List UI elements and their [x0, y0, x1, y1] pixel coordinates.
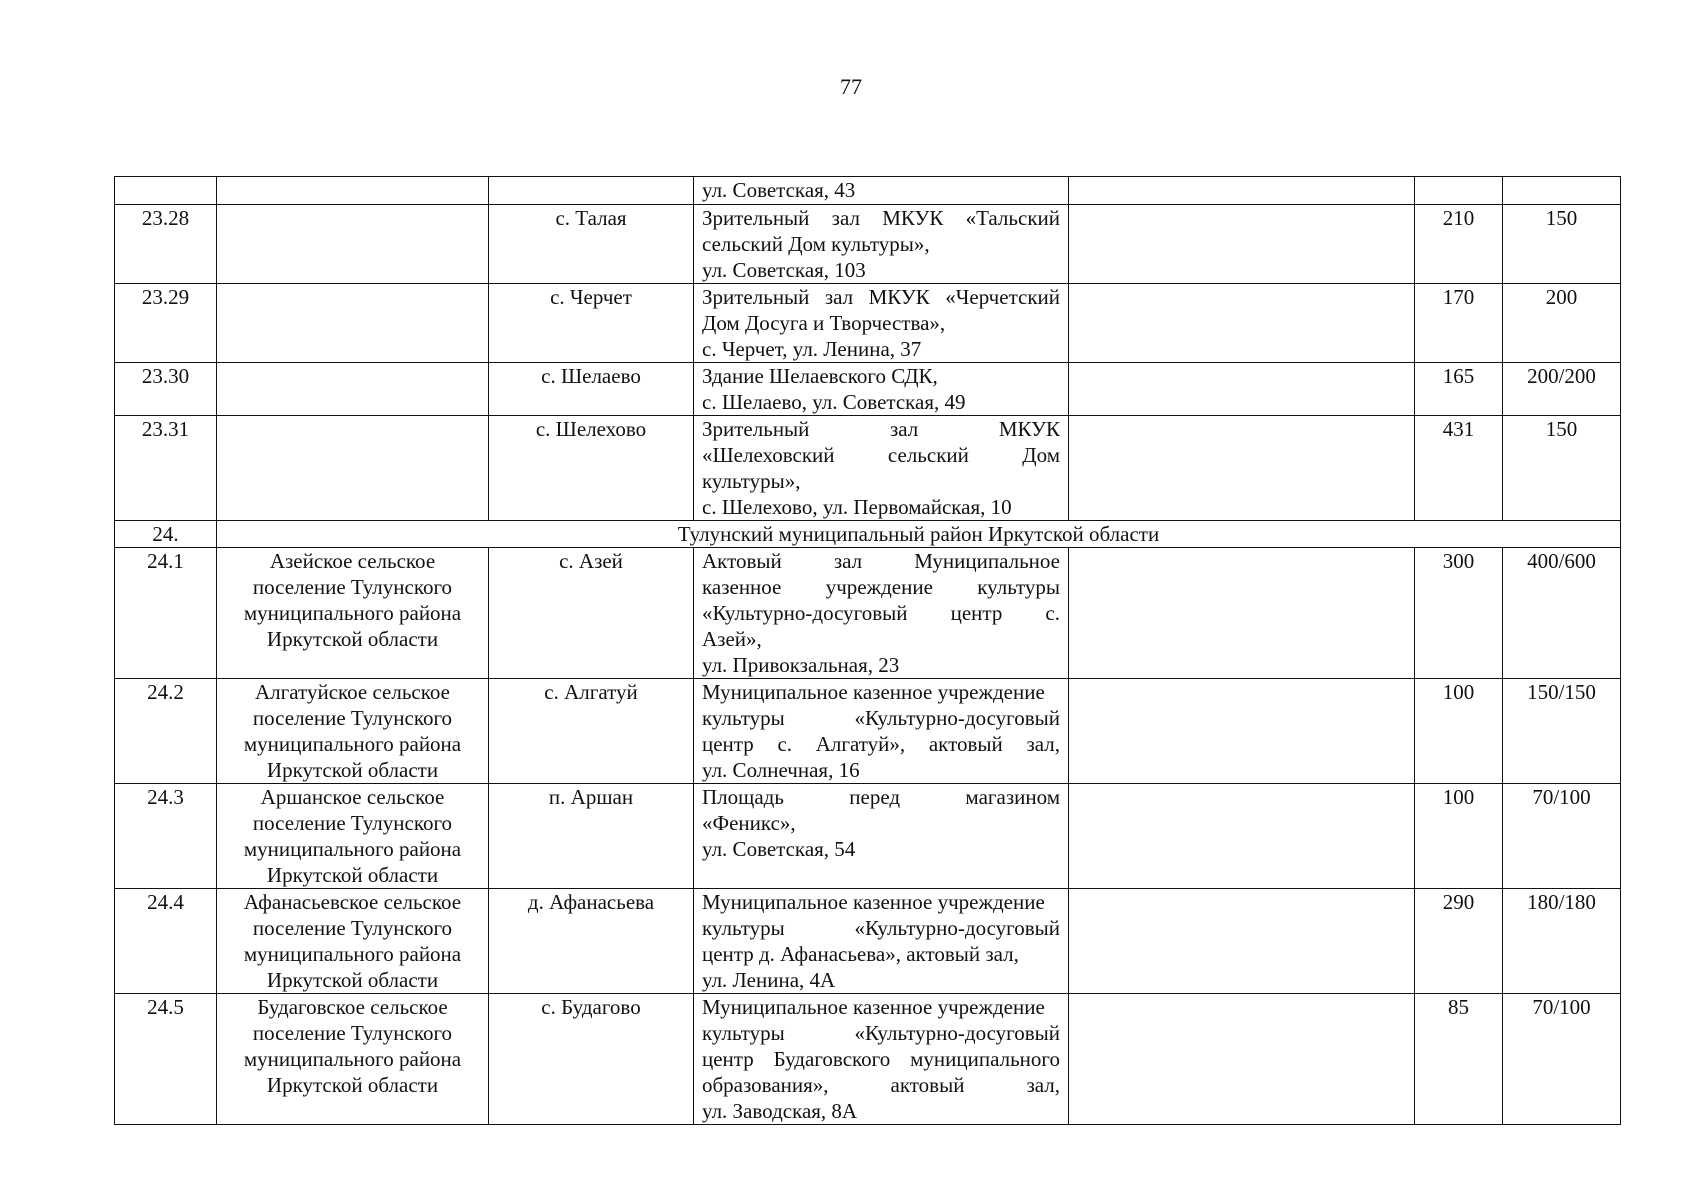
locality: с. Шелехово [489, 416, 694, 521]
venue-description-line: «Шелеховский сельский Дом [702, 443, 1060, 467]
venue-description-line: центр д. Афанасьева», актовый зал, [702, 942, 1019, 966]
venue-description-line: ул. Привокзальная, 23 [702, 653, 900, 677]
area: 200 [1503, 284, 1621, 363]
capacity: 210 [1415, 205, 1503, 284]
table-row [115, 284, 1621, 363]
table-row [115, 994, 1621, 1125]
capacity: 290 [1415, 889, 1503, 994]
municipality-line: Аршанское сельское [260, 785, 445, 809]
extra-cell [1069, 363, 1415, 416]
municipality-line: Алгатуйское сельское [255, 680, 450, 704]
row-number: 24.2 [115, 679, 217, 784]
venue-description-line: ул. Советская, 43 [702, 178, 856, 202]
venue-description-line: Актовый зал Муниципальное [702, 549, 1060, 573]
extra-cell [1069, 284, 1415, 363]
table-row [115, 679, 1621, 784]
municipality-line: муниципального района [243, 1047, 462, 1071]
venue-description-line: Муниципальное казенное учреждение [702, 890, 1045, 914]
venue-description-line: Зрительный зал МКУК «Тальский [702, 206, 1060, 230]
venue-description-line: образования», актовый зал, [702, 1073, 1060, 1097]
venue-description-line: ул. Ленина, 4А [702, 968, 836, 992]
area: 150/150 [1503, 679, 1621, 784]
municipality-line: Афанасьевское сельское [243, 890, 462, 914]
municipality-line: поселение Тулунского [252, 1021, 453, 1045]
venue-description [694, 205, 1069, 284]
venue-description-line: Муниципальное казенное учреждение [702, 680, 1045, 704]
locality: с. Талая [489, 205, 694, 284]
extra-cell [1069, 177, 1415, 205]
venue-description [694, 177, 1069, 205]
venue-description-line: с. Шелехово, ул. Первомайская, 10 [702, 495, 1012, 519]
municipality-line: муниципального района [243, 601, 462, 625]
area: 150 [1503, 416, 1621, 521]
row-number [115, 177, 217, 205]
venues-table [114, 176, 1621, 1125]
venue-description-line: центр с. Алгатуй», актовый зал, [702, 732, 1060, 756]
area [1503, 177, 1621, 205]
municipality-line: Иркутской области [266, 1073, 439, 1097]
locality: с. Азей [489, 548, 694, 679]
municipality [217, 679, 489, 784]
municipality-line: поселение Тулунского [252, 811, 453, 835]
municipality-line: Иркутской области [266, 758, 439, 782]
locality: п. Аршан [489, 784, 694, 889]
locality: с. Шелаево [489, 363, 694, 416]
municipality-line: Иркутской области [266, 863, 439, 887]
row-number: 24.5 [115, 994, 217, 1125]
municipality-line: муниципального района [243, 942, 462, 966]
row-number: 23.31 [115, 416, 217, 521]
venue-description-line: ул. Заводская, 8А [702, 1099, 858, 1123]
extra-cell [1069, 994, 1415, 1125]
locality: д. Афанасьева [489, 889, 694, 994]
table-body [115, 177, 1621, 1125]
venue-description-line: ул. Советская, 103 [702, 258, 866, 282]
venue-description-line: Площадь перед магазином [702, 785, 1060, 809]
venue-description [694, 679, 1069, 784]
venue-description-line: центр Будаговского муниципального [702, 1047, 1060, 1071]
municipality-line: муниципального района [243, 732, 462, 756]
row-number: 23.29 [115, 284, 217, 363]
extra-cell [1069, 548, 1415, 679]
table-row [115, 889, 1621, 994]
row-number: 24.3 [115, 784, 217, 889]
venue-description-line: культуры «Культурно-досуговый [702, 916, 1060, 940]
venue-description-line: ул. Солнечная, 16 [702, 758, 860, 782]
municipality [217, 284, 489, 363]
venue-description-line: Дом Досуга и Творчества», [702, 311, 946, 335]
area: 200/200 [1503, 363, 1621, 416]
venue-description-line: культуры «Культурно-досуговый [702, 1021, 1060, 1045]
venue-description-line: ул. Советская, 54 [702, 837, 856, 861]
capacity: 431 [1415, 416, 1503, 521]
municipality-line: муниципального района [243, 837, 462, 861]
municipality [217, 548, 489, 679]
extra-cell [1069, 889, 1415, 994]
venue-description-line: культуры», [702, 469, 801, 493]
locality: с. Черчет [489, 284, 694, 363]
venue-description [694, 994, 1069, 1125]
row-number: 24.4 [115, 889, 217, 994]
venue-description-line: «Культурно-досуговый центр с. [702, 601, 1060, 625]
extra-cell [1069, 784, 1415, 889]
row-number: 24. [115, 521, 217, 548]
municipality-line: Иркутской области [266, 968, 439, 992]
venue-description-line: Муниципальное казенное учреждение [702, 995, 1045, 1019]
area: 70/100 [1503, 994, 1621, 1125]
venue-description [694, 363, 1069, 416]
venue-description-line: Азей», [702, 627, 762, 651]
venue-description-line: казенное учреждение культуры [702, 575, 1060, 599]
municipality [217, 205, 489, 284]
table-row [115, 784, 1621, 889]
area: 70/100 [1503, 784, 1621, 889]
venue-description-line: культуры «Культурно-досуговый [702, 706, 1060, 730]
venue-description [694, 416, 1069, 521]
capacity: 170 [1415, 284, 1503, 363]
municipality-line: поселение Тулунского [252, 706, 453, 730]
venue-description-line: сельский Дом культуры», [702, 232, 930, 256]
row-number: 23.30 [115, 363, 217, 416]
capacity [1415, 177, 1503, 205]
venue-description-line: Зрительный зал МКУК «Черчетский [702, 285, 1060, 309]
municipality [217, 784, 489, 889]
extra-cell [1069, 416, 1415, 521]
venue-description-line: «Феникс», [702, 811, 796, 835]
municipality-line: Азейское сельское [269, 549, 436, 573]
locality: с. Алгатуй [489, 679, 694, 784]
row-number: 24.1 [115, 548, 217, 679]
venue-description-line: с. Шелаево, ул. Советская, 49 [702, 390, 966, 414]
table-row [115, 177, 1621, 205]
venue-description-line: с. Черчет, ул. Ленина, 37 [702, 337, 922, 361]
municipality [217, 889, 489, 994]
municipality-line: Будаговское сельское [257, 995, 448, 1019]
municipality-line: Иркутской области [266, 627, 439, 651]
municipality-line: поселение Тулунского [252, 575, 453, 599]
capacity: 100 [1415, 679, 1503, 784]
venue-description [694, 889, 1069, 994]
locality: с. Будагово [489, 994, 694, 1125]
table-row [115, 548, 1621, 679]
venue-description-line: Здание Шелаевского СДК, [702, 364, 938, 388]
section-title: Тулунский муниципальный район Иркутской области [217, 521, 1621, 548]
municipality-line: поселение Тулунского [252, 916, 453, 940]
municipality [217, 177, 489, 205]
table-row [115, 416, 1621, 521]
table-row [115, 205, 1621, 284]
area: 180/180 [1503, 889, 1621, 994]
table-row [115, 363, 1621, 416]
venue-description [694, 548, 1069, 679]
venue-description [694, 784, 1069, 889]
page-number: 77 [840, 74, 862, 99]
municipality [217, 994, 489, 1125]
extra-cell [1069, 205, 1415, 284]
municipality [217, 416, 489, 521]
extra-cell [1069, 679, 1415, 784]
row-number: 23.28 [115, 205, 217, 284]
venue-description-line: Зрительный зал МКУК [702, 417, 1060, 441]
area: 150 [1503, 205, 1621, 284]
municipality [217, 363, 489, 416]
capacity: 100 [1415, 784, 1503, 889]
capacity: 300 [1415, 548, 1503, 679]
area: 400/600 [1503, 548, 1621, 679]
capacity: 165 [1415, 363, 1503, 416]
section-row [115, 521, 1621, 548]
locality [489, 177, 694, 205]
venue-description [694, 284, 1069, 363]
capacity: 85 [1415, 994, 1503, 1125]
